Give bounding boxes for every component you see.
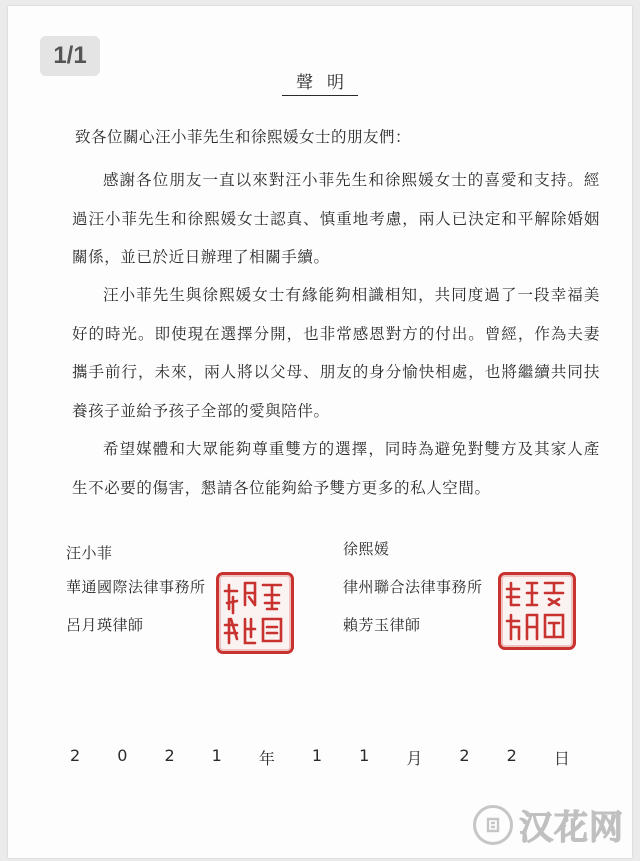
watermark: [473, 800, 624, 849]
date-char: 1: [211, 746, 222, 765]
seal-glyphs: [219, 575, 291, 651]
salutation: 致各位關心汪小菲先生和徐熙媛女士的朋友們：: [75, 128, 412, 146]
page-indicator: 1/1: [40, 36, 100, 76]
paragraph-3: 希望媒體和大眾能夠尊重雙方的選擇，同時為避免對雙方及其家人產生不必要的傷害，懇請各位能夠給予雙方更多的私人空間。: [72, 440, 600, 497]
date-char: 日: [553, 749, 570, 768]
watermark-text: 汉花网: [519, 808, 624, 848]
date-char: 1: [359, 746, 370, 765]
date-char: 0: [117, 746, 128, 765]
date-char: 2: [164, 746, 175, 765]
date-char: 2: [506, 746, 517, 765]
date-char: 年: [258, 749, 275, 768]
date-char: 1: [311, 746, 323, 765]
date-line: [70, 746, 570, 769]
right-lawyer: 賴芳玉律師: [343, 616, 421, 634]
seal-glyphs: [501, 575, 573, 647]
right-signatory-name: 徐熙媛: [343, 540, 390, 558]
document-page: [8, 6, 632, 858]
left-law-firm: 華通國際法律事務所: [66, 578, 206, 596]
paragraph-1: 感謝各位朋友一直以來對汪小菲先生和徐熙媛女士的喜愛和支持。經過汪小菲先生和徐熙媛女士認真、慎重地考慮，兩人已決定和平解除婚姻關係，並已於近日辦理了相關手續。: [72, 171, 600, 266]
date-char: 2: [459, 746, 470, 765]
left-signatory-name: 汪小菲: [66, 544, 113, 562]
left-seal-stamp: [216, 572, 294, 654]
date-char: 月: [406, 749, 423, 768]
left-lawyer: 呂月瑛律師: [66, 616, 144, 634]
paragraph-2: 汪小菲先生與徐熙媛女士有緣能夠相識相知，共同度過了一段幸福美好的時光。即使現在選擇分開，也非常感恩對方的付出。曾經，作為夫妻攜手前行，未來，兩人將以父母、朋友的身分愉快相處，也將繼續共同扶養孩子並給予孩子全部的愛與陪伴。: [72, 286, 600, 420]
right-seal-stamp: [498, 572, 576, 650]
right-law-firm: 律州聯合法律事務所: [343, 578, 483, 596]
logo-circle-icon: [473, 805, 513, 845]
title-text: 聲明: [282, 73, 358, 96]
page-title: [8, 68, 632, 93]
date-char: 2: [70, 746, 81, 765]
